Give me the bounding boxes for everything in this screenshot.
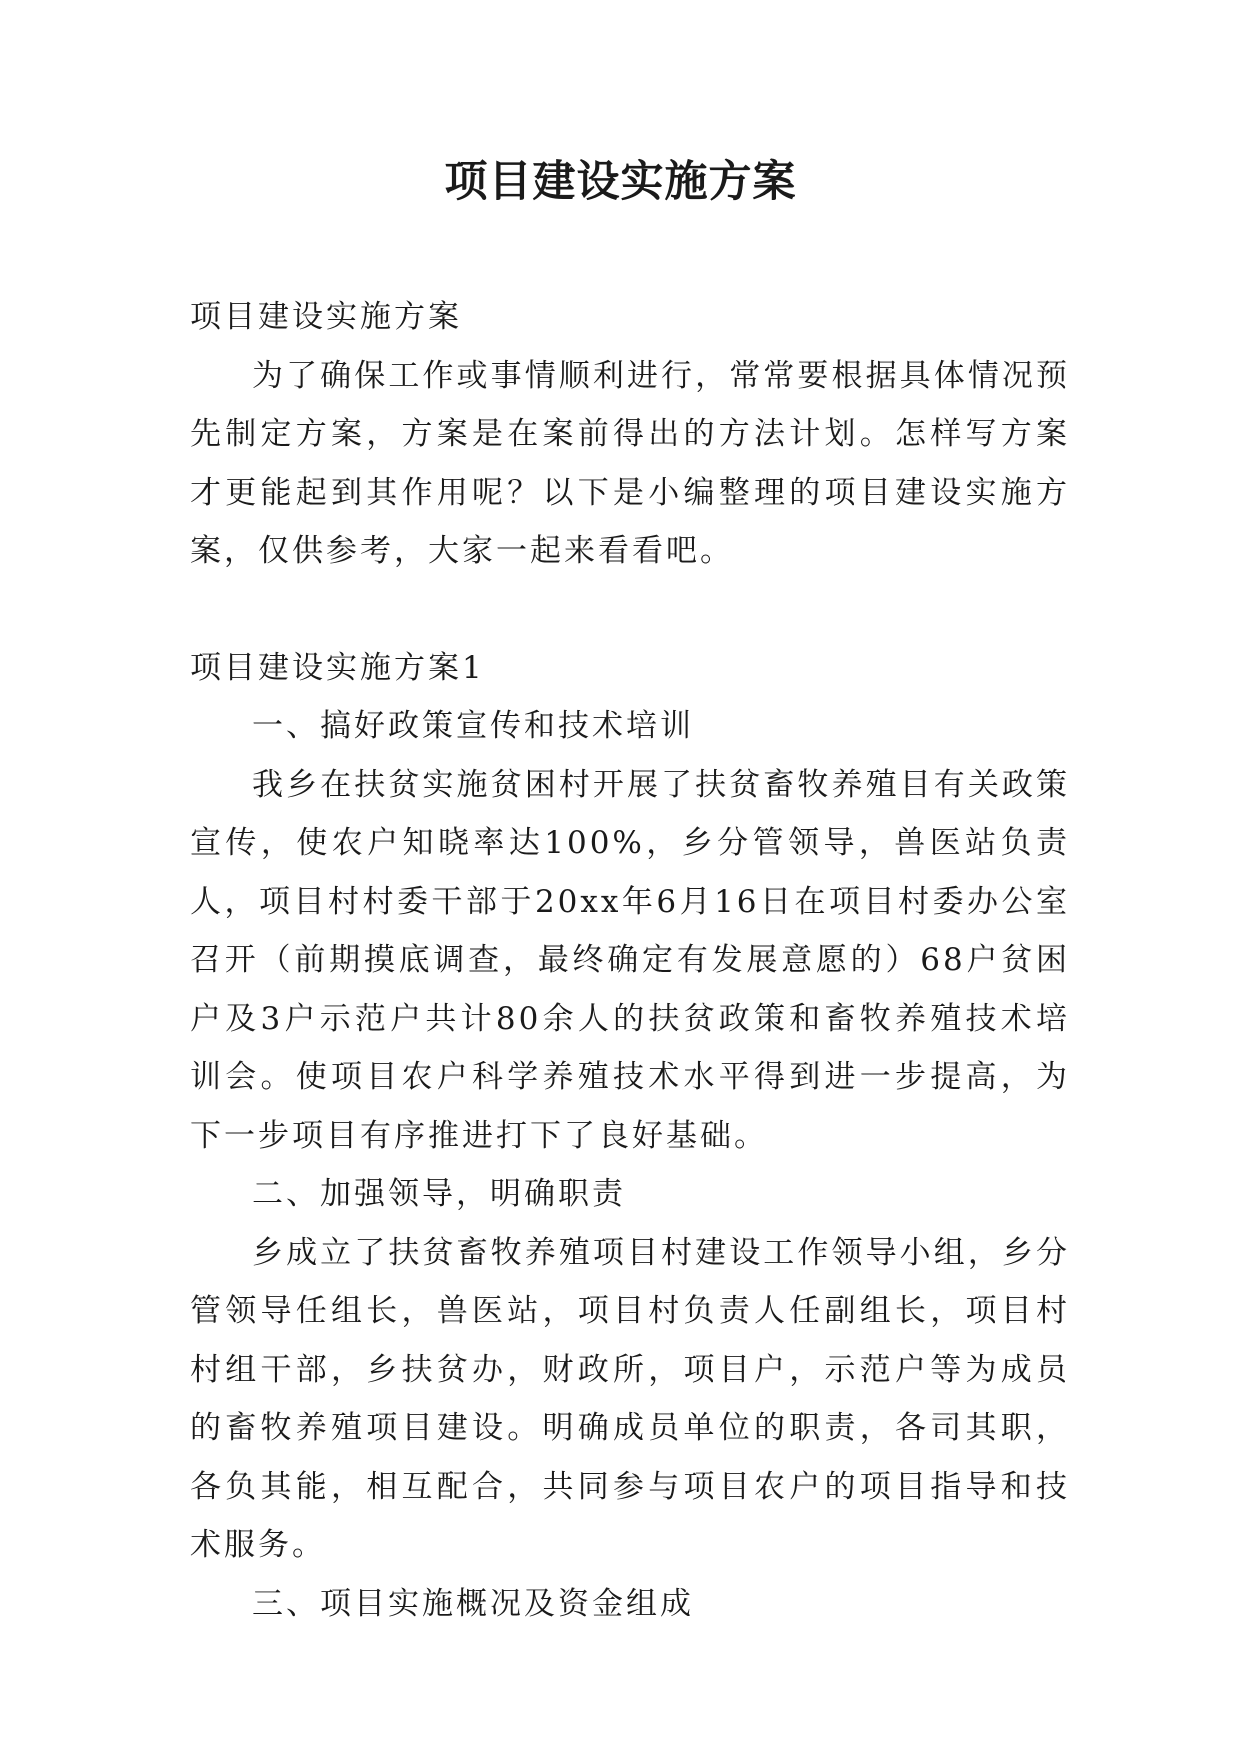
- subheading-implementation-funding: 三、项目实施概况及资金组成: [252, 1585, 694, 1622]
- paragraph-policy-training: 我乡在扶贫实施贫困村开展了扶贫畜牧养殖目有关政策宣传，使农户知晓率达100%，乡分管领导，兽医站负责人，项目村村委干部于20xx年6月16日在项目村委办公室召开（前期摸底调查，最终确定有发展意愿的）68户贫困户及3户示范户共计80余人的扶贫政策和畜牧养殖技术培训会。使项目农户科学养殖技术水平得到进一步提高，为下一步项目有序推进打下了良好基础。: [190, 766, 1070, 1154]
- intro-paragraph: 为了确保工作或事情顺利进行，常常要根据具体情况预先制定方案，方案是在案前得出的方法计划。怎样写方案才更能起到其作用呢？以下是小编整理的项目建设实施方案，仅供参考，大家一起来看看吧。: [190, 357, 1070, 569]
- document-title: 项目建设实施方案: [444, 157, 797, 207]
- paragraph-leadership: 乡成立了扶贫畜牧养殖项目村建设工作领导小组，乡分管领导任组长，兽医站，项目村负责人任副组长，项目村村组干部，乡扶贫办，财政所，项目户，示范户等为成员的畜牧养殖项目建设。明确成员单位的职责，各司其职，各负其能，相互配合，共同参与项目农户的项目指导和技术服务。: [190, 1234, 1070, 1563]
- subheading-policy-training: 一、搞好政策宣传和技术培训: [252, 708, 694, 744]
- section-heading-1: 项目建设实施方案1: [190, 649, 485, 686]
- intro-heading: 项目建设实施方案: [190, 299, 462, 335]
- document-body: [190, 288, 1070, 1633]
- subheading-leadership: 二、加强领导，明确职责: [252, 1176, 626, 1212]
